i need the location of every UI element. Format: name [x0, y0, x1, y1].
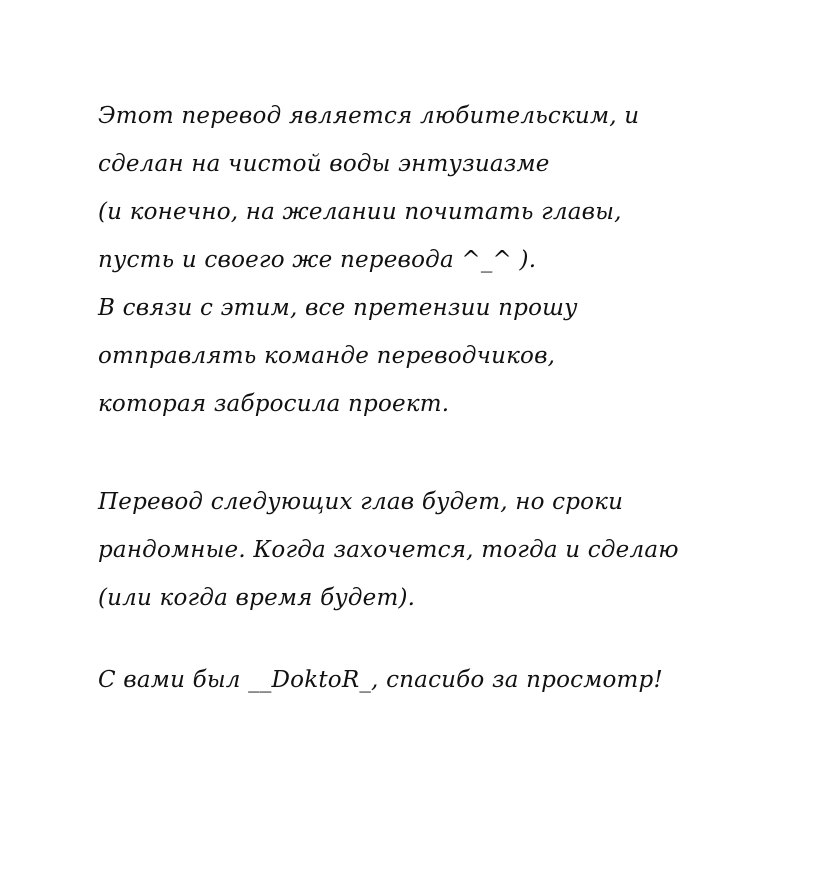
note-line: отправлять команде переводчиков, [98, 343, 556, 369]
note-line: рандомные. Когда захочется, тогда и сделаю [98, 537, 679, 563]
note-paragraph-1 [98, 92, 808, 428]
note-line: Перевод следующих глав будет, но сроки [98, 489, 624, 515]
note-line: пусть и своего же перевода ^_^ ). [98, 247, 537, 273]
signature-line: С вами был __DoktoR_, спасибо за просмотр! [98, 667, 663, 693]
note-line: сделан на чистой воды энтузиазме [98, 151, 550, 177]
note-paragraph-2 [98, 478, 808, 622]
paragraph-spacer [98, 428, 808, 478]
note-line: В связи с этим, все претензии прошу [98, 295, 578, 321]
paragraph-spacer [98, 622, 808, 656]
translator-note [98, 92, 808, 704]
note-line: (или когда время будет). [98, 585, 416, 611]
note-signature [98, 656, 808, 704]
note-line: (и конечно, на желании почитать главы, [98, 199, 622, 225]
note-line: которая забросила проект. [98, 391, 450, 417]
note-line: Этот перевод является любительским, и [98, 103, 640, 129]
